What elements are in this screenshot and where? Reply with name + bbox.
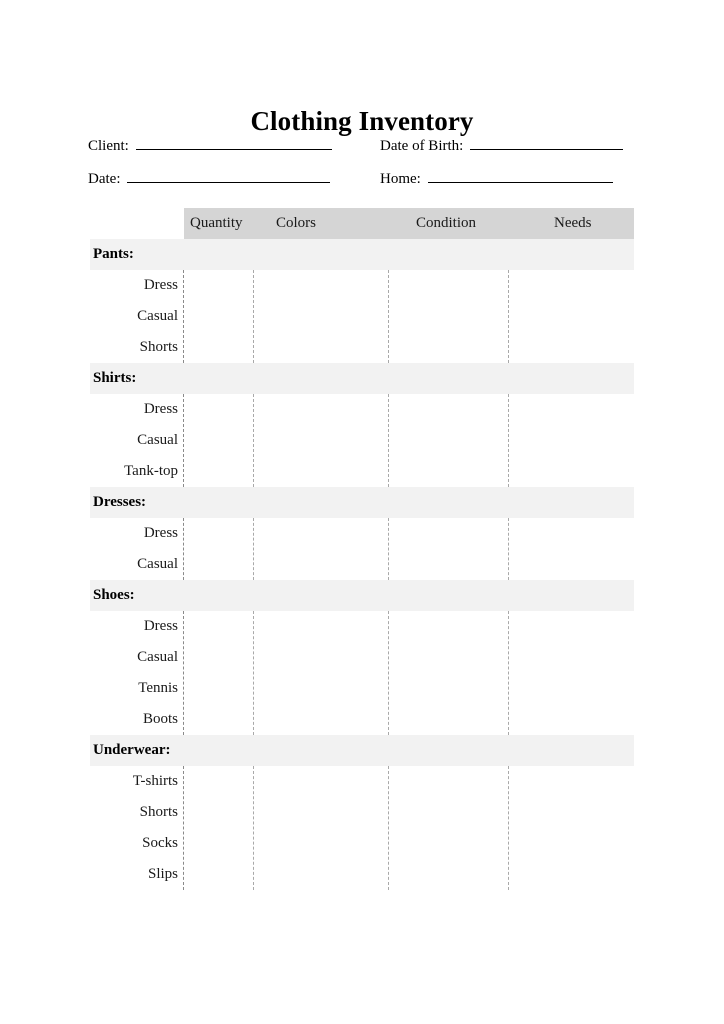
category-items	[90, 270, 634, 363]
cell-colors[interactable]	[297, 797, 410, 828]
header-spacer-cell	[90, 208, 184, 239]
client-info-form	[88, 136, 644, 202]
field-client-label: Client:	[88, 138, 129, 154]
table-row	[90, 332, 634, 363]
category-label: Pants:	[93, 246, 134, 262]
column-header-colors: Colors	[276, 215, 317, 231]
field-home-input[interactable]	[428, 169, 613, 183]
cell-condition[interactable]	[409, 270, 522, 301]
cell-quantity[interactable]	[184, 270, 297, 301]
item-label: Tank-top	[124, 463, 178, 479]
field-home	[380, 169, 644, 189]
cell-needs[interactable]	[522, 642, 635, 673]
cell-needs[interactable]	[522, 394, 635, 425]
item-label: Shorts	[139, 339, 178, 355]
cell-condition[interactable]	[409, 704, 522, 735]
cell-quantity[interactable]	[184, 673, 297, 704]
item-label: Casual	[137, 556, 178, 572]
cell-condition[interactable]	[409, 394, 522, 425]
table-row	[90, 549, 634, 580]
item-label: Slips	[147, 866, 178, 882]
table-row	[90, 611, 634, 642]
cell-colors[interactable]	[297, 611, 410, 642]
category-row	[90, 239, 634, 270]
cell-quantity[interactable]	[184, 425, 297, 456]
item-label: Dress	[143, 525, 178, 541]
cell-condition[interactable]	[409, 456, 522, 487]
item-label: Casual	[137, 649, 178, 665]
table-row	[90, 766, 634, 797]
cell-needs[interactable]	[522, 766, 635, 797]
column-header-condition: Condition	[416, 215, 477, 231]
category-row	[90, 735, 634, 766]
cell-condition[interactable]	[409, 673, 522, 704]
cell-colors[interactable]	[297, 394, 410, 425]
cell-quantity[interactable]	[184, 859, 297, 890]
cell-needs[interactable]	[522, 456, 635, 487]
cell-colors[interactable]	[297, 518, 410, 549]
cell-colors[interactable]	[297, 549, 410, 580]
cell-needs[interactable]	[522, 549, 635, 580]
item-label: Casual	[137, 308, 178, 324]
cell-quantity[interactable]	[184, 394, 297, 425]
cell-condition[interactable]	[409, 859, 522, 890]
cell-colors[interactable]	[297, 766, 410, 797]
cell-colors[interactable]	[297, 425, 410, 456]
item-label: Boots	[142, 711, 178, 727]
cell-quantity[interactable]	[184, 797, 297, 828]
item-label: Shorts	[139, 804, 178, 820]
item-label: Casual	[137, 432, 178, 448]
item-label: Dress	[143, 618, 178, 634]
field-date-of-birth-label: Date of Birth:	[380, 138, 464, 154]
table-row	[90, 859, 634, 890]
cell-colors[interactable]	[297, 704, 410, 735]
cell-needs[interactable]	[522, 859, 635, 890]
field-client	[88, 136, 380, 156]
field-client-input[interactable]	[136, 136, 332, 150]
item-label: Socks	[142, 835, 178, 851]
cell-needs[interactable]	[522, 301, 635, 332]
page-title: Clothing Inventory	[250, 106, 474, 137]
cell-condition[interactable]	[409, 828, 522, 859]
cell-condition[interactable]	[409, 797, 522, 828]
table-row	[90, 518, 634, 549]
cell-colors[interactable]	[297, 859, 410, 890]
table-row	[90, 301, 634, 332]
table-row	[90, 456, 634, 487]
cell-needs[interactable]	[522, 270, 635, 301]
table-row	[90, 828, 634, 859]
category-row	[90, 363, 634, 394]
cell-needs[interactable]	[522, 332, 635, 363]
cell-colors[interactable]	[297, 332, 410, 363]
cell-needs[interactable]	[522, 797, 635, 828]
item-label: Dress	[143, 277, 178, 293]
cell-condition[interactable]	[409, 332, 522, 363]
cell-colors[interactable]	[297, 270, 410, 301]
category-label: Shirts:	[93, 370, 137, 386]
cell-quantity[interactable]	[184, 828, 297, 859]
table-header-row	[90, 208, 634, 239]
cell-needs[interactable]	[522, 673, 635, 704]
cell-needs[interactable]	[522, 611, 635, 642]
cell-condition[interactable]	[409, 642, 522, 673]
cell-colors[interactable]	[297, 642, 410, 673]
cell-needs[interactable]	[522, 518, 635, 549]
cell-condition[interactable]	[409, 549, 522, 580]
table-sections	[90, 239, 634, 890]
category-label: Shoes:	[93, 587, 135, 603]
category-items	[90, 766, 634, 890]
cell-quantity[interactable]	[184, 611, 297, 642]
form-row-2	[88, 169, 644, 202]
category-row	[90, 487, 634, 518]
cell-needs[interactable]	[522, 828, 635, 859]
table-row	[90, 270, 634, 301]
cell-condition[interactable]	[409, 518, 522, 549]
cell-colors[interactable]	[297, 301, 410, 332]
category-items	[90, 518, 634, 580]
table-row	[90, 425, 634, 456]
category-items	[90, 611, 634, 735]
field-home-label: Home:	[380, 171, 421, 187]
item-label: Dress	[143, 401, 178, 417]
item-label: Tennis	[138, 680, 178, 696]
cell-colors[interactable]	[297, 828, 410, 859]
table-row	[90, 673, 634, 704]
cell-quantity[interactable]	[184, 301, 297, 332]
cell-quantity[interactable]	[184, 518, 297, 549]
cell-condition[interactable]	[409, 425, 522, 456]
cell-quantity[interactable]	[184, 549, 297, 580]
cell-quantity[interactable]	[184, 766, 297, 797]
category-label: Dresses:	[93, 494, 147, 510]
table-row	[90, 797, 634, 828]
table-row	[90, 704, 634, 735]
cell-colors[interactable]	[297, 456, 410, 487]
table-row	[90, 642, 634, 673]
column-header-needs: Needs	[554, 215, 592, 231]
category-label: Underwear:	[93, 742, 171, 758]
table-row	[90, 394, 634, 425]
cell-needs[interactable]	[522, 704, 635, 735]
item-label: T-shirts	[132, 773, 178, 789]
field-date-label: Date:	[88, 171, 121, 187]
cell-needs[interactable]	[522, 425, 635, 456]
field-date-of-birth-input[interactable]	[470, 136, 623, 150]
cell-quantity[interactable]	[184, 642, 297, 673]
cell-condition[interactable]	[409, 611, 522, 642]
inventory-table	[90, 208, 634, 890]
cell-condition[interactable]	[409, 766, 522, 797]
cell-quantity[interactable]	[184, 332, 297, 363]
field-date	[88, 169, 380, 189]
column-header-quantity: Quantity	[190, 215, 243, 231]
cell-quantity[interactable]	[184, 704, 297, 735]
field-date-of-birth	[380, 136, 644, 156]
cell-colors[interactable]	[297, 673, 410, 704]
cell-condition[interactable]	[409, 301, 522, 332]
field-date-input[interactable]	[127, 169, 330, 183]
form-row-1	[88, 136, 644, 169]
category-row	[90, 580, 634, 611]
cell-quantity[interactable]	[184, 456, 297, 487]
category-items	[90, 394, 634, 487]
